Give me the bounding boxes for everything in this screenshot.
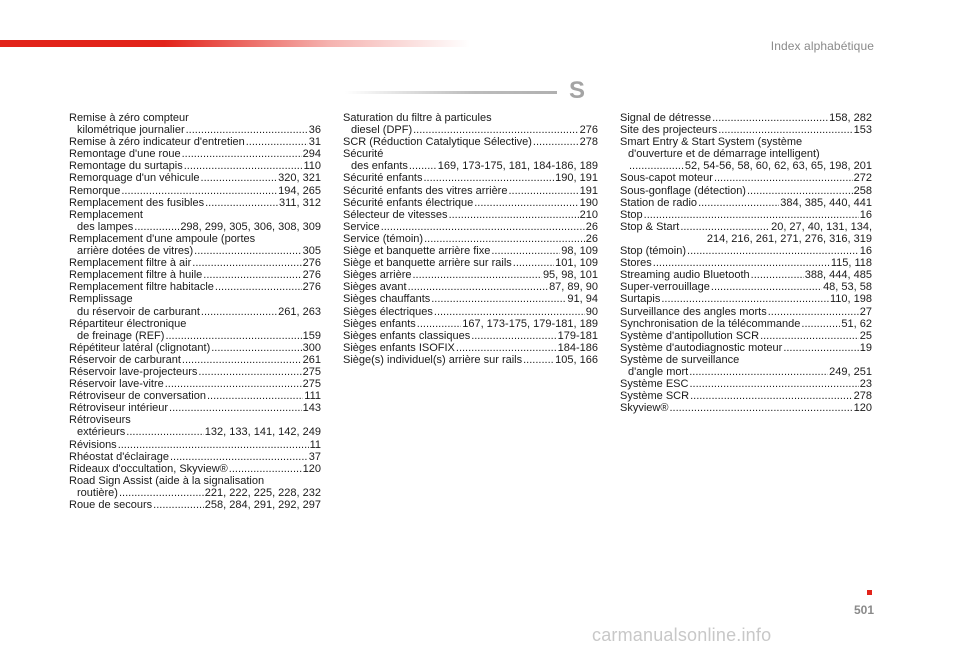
- index-entry-pages[interactable]: 294: [302, 148, 321, 161]
- index-entry-pages[interactable]: 305: [302, 245, 321, 258]
- index-entry: [69, 293, 321, 317]
- dot-leader: [718, 124, 852, 136]
- index-entry: [620, 342, 872, 354]
- index-entry-label: Remplacement d'une ampoule (portes: [69, 232, 256, 245]
- dot-leader: [491, 245, 560, 257]
- index-entry-label: Siège et banquette arrière sur rails: [343, 257, 512, 270]
- index-entry-pages[interactable]: 26: [585, 220, 598, 233]
- index-entry-pages[interactable]: 258: [853, 184, 872, 197]
- dot-leader: [408, 281, 548, 293]
- index-entry-label: Remplacement filtre à huile: [69, 269, 203, 282]
- index-entry: [620, 257, 872, 269]
- dot-leader: [170, 451, 308, 463]
- index-entry-label: Réservoir lave-vitre: [69, 378, 164, 391]
- index-entry-label: Stores: [620, 257, 652, 270]
- index-entry-pages[interactable]: 384, 385, 440, 441: [780, 196, 872, 209]
- dot-leader: [194, 245, 301, 257]
- index-entry-label: Remplissage: [69, 293, 133, 306]
- index-entry-label: Sièges avant: [343, 281, 407, 294]
- page-header-title: Index alphabétique: [770, 39, 874, 53]
- index-entry-label: Road Sign Assist (aide à la signalisation: [69, 474, 265, 487]
- index-entry-label: Réservoir lave-projecteurs: [69, 365, 198, 378]
- index-entry-pages[interactable]: 90: [585, 305, 598, 318]
- index-entry-label: Smart Entry & Start System (système: [620, 136, 803, 149]
- index-entry-pages[interactable]: 23: [859, 378, 872, 391]
- index-entry-pages[interactable]: 51, 62: [841, 317, 872, 330]
- index-entry-pages[interactable]: 298, 299, 305, 306, 308, 309: [180, 220, 321, 233]
- dot-leader: [661, 293, 829, 305]
- dot-leader: [119, 487, 204, 499]
- index-entry-pages[interactable]: 143: [302, 402, 321, 415]
- index-entry-pages[interactable]: 19: [859, 341, 872, 354]
- index-entry-label: Sous-capot moteur: [620, 172, 713, 185]
- index-entry-label: Signal de détresse: [620, 112, 712, 124]
- index-entry: [620, 209, 872, 221]
- index-entry-label: Synchronisation de la télécommande: [620, 317, 801, 330]
- index-entry-pages[interactable]: 194, 265: [278, 184, 321, 197]
- index-entry-label: Saturation du filtre à particules: [343, 112, 492, 124]
- index-entry: [69, 414, 321, 438]
- index-entry: [343, 318, 598, 330]
- index-entry: [69, 136, 321, 148]
- dot-leader: [513, 257, 554, 269]
- dot-leader: [690, 390, 853, 402]
- index-entry: [69, 257, 321, 269]
- index-entry-label: Streaming audio Bluetooth: [620, 269, 750, 282]
- index-entry-label: Skyview®: [620, 402, 669, 415]
- index-entry-pages[interactable]: 190, 191: [555, 172, 598, 185]
- dot-leader: [714, 172, 853, 184]
- dot-leader: [508, 185, 578, 197]
- index-entry-pages[interactable]: 190: [579, 196, 598, 209]
- index-column-3: [620, 112, 872, 414]
- index-entry: [69, 463, 321, 475]
- dot-leader: [186, 124, 308, 136]
- index-entry: [343, 197, 598, 209]
- index-entry-label: Rétroviseur de conversation: [69, 390, 206, 403]
- index-entry: [620, 306, 872, 318]
- watermark: carmanualsonline.info: [592, 625, 772, 645]
- index-entry-pages[interactable]: 105, 166: [555, 353, 598, 366]
- index-entry-pages[interactable]: 261, 263: [278, 305, 321, 318]
- index-entry: [69, 402, 321, 414]
- dot-leader: [417, 318, 461, 330]
- index-entry: [620, 245, 872, 257]
- index-entry-label: Sélecteur de vitesses: [343, 208, 448, 221]
- dot-leader: [644, 209, 859, 221]
- index-entry: [343, 257, 598, 269]
- index-entry: [69, 342, 321, 354]
- dot-leader: [712, 112, 828, 124]
- index-entry-pages[interactable]: 120: [302, 462, 321, 475]
- index-entry-pages[interactable]: 16: [859, 245, 872, 258]
- index-entry: [343, 245, 598, 257]
- dot-leader: [698, 197, 779, 209]
- index-entry-pages[interactable]: 111: [304, 390, 321, 403]
- index-entry: [620, 318, 872, 330]
- index-entry-pages[interactable]: 278: [853, 390, 872, 403]
- index-entry-label: Roue de secours: [69, 499, 153, 511]
- index-entry-label: Sécurité: [343, 148, 384, 161]
- index-entry-pages[interactable]: 169, 173-175, 181, 184-186, 189: [437, 160, 598, 173]
- index-entry-pages[interactable]: 95, 98, 101: [542, 269, 598, 282]
- index-entry: [69, 390, 321, 402]
- index-entry-pages[interactable]: 158, 282: [829, 112, 872, 124]
- dot-leader: [182, 148, 302, 160]
- index-entry: [69, 269, 321, 281]
- index-entry: [620, 185, 872, 197]
- index-entry-label: Rétroviseurs: [69, 414, 131, 427]
- index-entry: [620, 269, 872, 281]
- index-entry: [343, 209, 598, 221]
- index-entry-label: diesel (DPF): [351, 124, 413, 137]
- dot-leader: [211, 342, 301, 354]
- index-entry-pages[interactable]: 110: [303, 160, 321, 173]
- dot-leader: [205, 197, 278, 209]
- index-entry: [69, 499, 321, 511]
- index-entry-label: Sièges arrière: [343, 269, 412, 282]
- dot-leader: [184, 160, 303, 172]
- index-entry: [69, 366, 321, 378]
- index-entry: [69, 318, 321, 342]
- index-entry-label: Remise à zéro indicateur d'entretien: [69, 136, 245, 149]
- index-entry-label: Sièges électriques: [343, 305, 433, 318]
- index-entry-label: Remorquage d'un véhicule: [69, 172, 200, 185]
- index-entry-pages[interactable]: 261: [302, 353, 321, 366]
- index-entry: [343, 112, 598, 136]
- index-entry-pages[interactable]: 91, 94: [567, 293, 598, 306]
- index-entry: [620, 293, 872, 305]
- index-entry-label: Remontage du surtapis: [69, 160, 183, 173]
- index-entry: [69, 378, 321, 390]
- dot-leader: [431, 293, 566, 305]
- index-entry-pages[interactable]: 27: [859, 305, 872, 318]
- index-entry-pages[interactable]: 20, 27, 40, 131, 134,: [771, 220, 872, 233]
- index-entry-pages[interactable]: 36: [308, 124, 321, 137]
- index-entry-label: kilométrique journalier: [77, 124, 185, 137]
- index-entry-pages[interactable]: 179-181: [557, 329, 598, 342]
- index-entry: [69, 160, 321, 172]
- index-entry-pages[interactable]: 115, 118: [830, 257, 872, 270]
- index-entry: [343, 281, 598, 293]
- dot-leader: [198, 366, 301, 378]
- index-column-2: [343, 112, 598, 366]
- index-entry-pages[interactable]: 101, 109: [555, 257, 598, 270]
- index-entry: [620, 197, 872, 209]
- index-entry-pages[interactable]: 388, 444, 485: [804, 269, 872, 282]
- index-entry-pages[interactable]: 120: [853, 402, 872, 415]
- index-entry-label: Siège et banquette arrière fixe: [343, 245, 491, 258]
- index-entry-label: Sous-gonflage (détection): [620, 184, 746, 197]
- index-entry-label: Sièges enfants: [343, 317, 416, 330]
- index-entry-pages[interactable]: 87, 89, 90: [549, 281, 598, 294]
- index-entry-pages[interactable]: 278: [579, 136, 598, 149]
- dot-leader: [192, 257, 301, 269]
- index-entry-label: de freinage (REF): [77, 329, 165, 342]
- index-entry-label: Système SCR: [620, 390, 690, 403]
- index-entry-label: d'angle mort: [628, 365, 689, 378]
- index-entry-pages[interactable]: 153: [853, 124, 872, 137]
- index-entry: [69, 185, 321, 197]
- dot-leader: [687, 245, 859, 257]
- index-entry: [343, 185, 598, 197]
- index-entry: [343, 293, 598, 305]
- dot-leader: [801, 318, 840, 330]
- index-entry-label: Répétiteur latéral (clignotant): [69, 341, 211, 354]
- dot-leader: [533, 136, 579, 148]
- index-entry-label: Surveillance des angles morts: [620, 305, 767, 318]
- index-entry-pages: 214, 216, 261, 271, 276, 316, 319: [706, 232, 872, 245]
- index-entry-pages[interactable]: 52, 54-56, 58, 60, 62, 63, 65, 198, 201: [684, 160, 872, 173]
- dot-leader: [783, 342, 858, 354]
- index-entry-pages[interactable]: 275: [302, 365, 321, 378]
- index-entry: [620, 402, 872, 414]
- dot-leader: [456, 342, 557, 354]
- index-entry: [343, 306, 598, 318]
- index-entry-label: Sécurité enfants électrique: [343, 196, 474, 209]
- index-entry-pages[interactable]: 11: [309, 438, 321, 451]
- index-entry-label: SCR (Réduction Catalytique Sélective): [343, 136, 532, 149]
- dot-leader: [449, 209, 579, 221]
- index-entry-label: Système ESC: [620, 378, 689, 391]
- index-entry-pages[interactable]: 191: [579, 184, 598, 197]
- index-entry: [343, 233, 598, 245]
- index-entry-pages[interactable]: 98, 109: [561, 245, 598, 258]
- index-entry: [343, 330, 598, 342]
- header-accent-bar: [0, 40, 470, 47]
- dot-leader: [153, 499, 204, 511]
- index-entry: [69, 475, 321, 499]
- dot-leader: [126, 426, 203, 438]
- index-entry-pages[interactable]: 300: [302, 341, 321, 354]
- index-entry: [620, 390, 872, 402]
- index-entry: [69, 209, 321, 233]
- index-entry: [620, 281, 872, 293]
- index-entry-label: Réservoir de carburant: [69, 353, 181, 366]
- dot-leader: [711, 281, 822, 293]
- index-entry-label: Sièges enfants classiques: [343, 329, 471, 342]
- index-entry-label: Remplacement des fusibles: [69, 196, 205, 209]
- dot-leader: [182, 354, 302, 366]
- index-entry: [343, 269, 598, 281]
- dot-leader: [680, 221, 770, 233]
- dot-leader: [424, 172, 555, 184]
- index-entry: [343, 172, 598, 184]
- index-entry: [620, 354, 872, 378]
- index-entry-pages[interactable]: 167, 173-175, 179-181, 189: [462, 317, 598, 330]
- index-entry-pages[interactable]: 276: [579, 124, 598, 137]
- dot-leader: [121, 185, 277, 197]
- index-entry-label: Remise à zéro compteur: [69, 112, 189, 124]
- index-entry: [69, 148, 321, 160]
- index-column-1: [69, 112, 321, 511]
- dot-leader: [215, 281, 302, 293]
- dot-leader: [689, 378, 858, 390]
- index-entry-label: du réservoir de carburant: [77, 305, 200, 318]
- index-entry: [69, 354, 321, 366]
- section-divider-line: [345, 91, 557, 94]
- index-entry: [69, 172, 321, 184]
- index-entry: [620, 330, 872, 342]
- dot-leader: [229, 463, 302, 475]
- index-entry-pages[interactable]: 159: [302, 329, 321, 342]
- index-entry-label: Stop (témoin): [620, 245, 687, 258]
- index-entry-label: Sécurité enfants des vitres arrière: [343, 184, 508, 197]
- index-entry-label: Surtapis: [620, 293, 661, 306]
- index-entry: [620, 378, 872, 390]
- index-entry-pages[interactable]: 249, 251: [829, 365, 872, 378]
- index-entry-pages[interactable]: 258, 284, 291, 292, 297: [204, 499, 321, 511]
- page-number: 501: [853, 603, 874, 617]
- dot-leader: [413, 124, 579, 136]
- index-entry-label: Station de radio: [620, 196, 698, 209]
- index-entry-label: des lampes: [77, 220, 134, 233]
- index-entry-label: d'ouverture et de démarrage intelligent): [628, 148, 820, 161]
- dot-leader: [768, 306, 859, 318]
- index-entry-pages[interactable]: 48, 53, 58: [823, 281, 872, 294]
- index-entry: [620, 124, 872, 136]
- index-entry: [69, 281, 321, 293]
- page-marker-square: [867, 590, 872, 595]
- index-entry-label: Système d'autodiagnostic moteur: [620, 341, 783, 354]
- index-entry-label: extérieurs: [77, 426, 126, 439]
- index-entry-label: Service (témoin): [343, 232, 424, 245]
- index-entry-label: Rétroviseur intérieur: [69, 402, 169, 415]
- index-entry: [620, 136, 872, 172]
- index-entry-label: routière): [77, 486, 118, 499]
- dot-leader: [203, 269, 301, 281]
- index-entry-pages[interactable]: 110, 198: [829, 293, 872, 306]
- index-entry-label: Sièges enfants ISOFIX: [343, 341, 455, 354]
- index-entry: [69, 439, 321, 451]
- index-entry-pages[interactable]: 26: [585, 232, 598, 245]
- dot-leader: [434, 306, 585, 318]
- index-entry: [69, 451, 321, 463]
- dot-leader: [474, 197, 578, 209]
- index-entry: [343, 136, 598, 148]
- dot-leader: [747, 185, 853, 197]
- dot-leader: [412, 269, 541, 281]
- section-letter: S: [569, 77, 586, 104]
- index-entry-pages[interactable]: 184-186: [557, 341, 598, 354]
- dot-leader: [760, 330, 859, 342]
- index-entry-pages[interactable]: 16: [859, 208, 872, 221]
- index-entry-label: Système de surveillance: [620, 353, 740, 366]
- index-entry-pages[interactable]: 25: [859, 329, 872, 342]
- index-entry-pages[interactable]: 311, 312: [278, 196, 321, 209]
- index-entry-label: Service: [343, 220, 380, 233]
- index-entry-label: Remplacement filtre à air: [69, 257, 192, 270]
- index-entry-pages[interactable]: 320, 321: [278, 172, 321, 185]
- index-entry: [343, 342, 598, 354]
- index-entry: [69, 197, 321, 209]
- index-entry-pages[interactable]: 31: [308, 136, 321, 149]
- dot-leader: [246, 136, 308, 148]
- index-entry-label: Site des projecteurs: [620, 124, 718, 137]
- dot-leader: [689, 366, 828, 378]
- index-entry-label: Remontage d'une roue: [69, 148, 181, 161]
- dot-leader: [669, 402, 852, 414]
- dot-leader: [424, 233, 585, 245]
- index-entry-pages[interactable]: 210: [579, 208, 598, 221]
- index-entry: [620, 112, 872, 124]
- index-entry-label: Super-verrouillage: [620, 281, 710, 294]
- index-entry-label: Remorque: [69, 184, 121, 197]
- index-entry: [69, 112, 321, 136]
- dot-leader: [653, 257, 830, 269]
- index-entry-label: des enfants: [351, 160, 408, 173]
- dot-leader: [165, 378, 302, 390]
- index-entry: [620, 221, 872, 245]
- index-entry-label: Rhéostat d'éclairage: [69, 450, 169, 463]
- dot-leader: [201, 306, 277, 318]
- dot-leader: [169, 402, 302, 414]
- dot-leader: [207, 390, 303, 402]
- index-entry: [343, 148, 598, 172]
- dot-leader: [523, 354, 554, 366]
- index-entry-label: Remplacement filtre habitacle: [69, 281, 214, 294]
- index-entry-label: Sécurité enfants: [343, 172, 423, 185]
- index-entry: [69, 233, 321, 257]
- index-entry-pages[interactable]: 221, 222, 225, 228, 232: [204, 486, 321, 499]
- index-entry-pages[interactable]: 276: [302, 269, 321, 282]
- dot-leader: [165, 330, 301, 342]
- index-entry: [343, 221, 598, 233]
- dot-leader: [751, 269, 804, 281]
- index-entry-label: Sièges chauffants: [343, 293, 431, 306]
- index-entry-label: Stop: [620, 208, 643, 221]
- dot-leader: [134, 221, 179, 233]
- index-entry-pages[interactable]: 132, 133, 141, 142, 249: [204, 426, 321, 439]
- index-entry-pages[interactable]: 276: [302, 257, 321, 270]
- dot-leader: [118, 439, 309, 451]
- index-entry: [620, 172, 872, 184]
- dot-leader: [471, 330, 556, 342]
- dot-leader: [381, 221, 585, 233]
- index-entry-label: Répartiteur électronique: [69, 317, 187, 330]
- index-entry-label: arrière dotées de vitres): [77, 245, 194, 258]
- index-entry-label: Stop & Start: [620, 220, 680, 233]
- dot-leader: [409, 160, 437, 172]
- index-entry-label: Rideaux d'occultation, Skyview®: [69, 462, 228, 475]
- index-entry-pages[interactable]: 37: [308, 450, 321, 463]
- dot-leader: [201, 172, 278, 184]
- dot-leader: [629, 160, 684, 172]
- index-entry-pages[interactable]: 272: [853, 172, 872, 185]
- index-entry-pages[interactable]: 275: [302, 378, 321, 391]
- index-entry-label: Système d'antipollution SCR: [620, 329, 760, 342]
- index-entry-label: Remplacement: [69, 208, 143, 221]
- index-entry: [343, 354, 598, 366]
- index-entry-pages[interactable]: 276: [302, 281, 321, 294]
- index-entry-label: Siège(s) individuel(s) arrière sur rails: [343, 353, 523, 366]
- index-entry-label: Révisions: [69, 438, 117, 451]
